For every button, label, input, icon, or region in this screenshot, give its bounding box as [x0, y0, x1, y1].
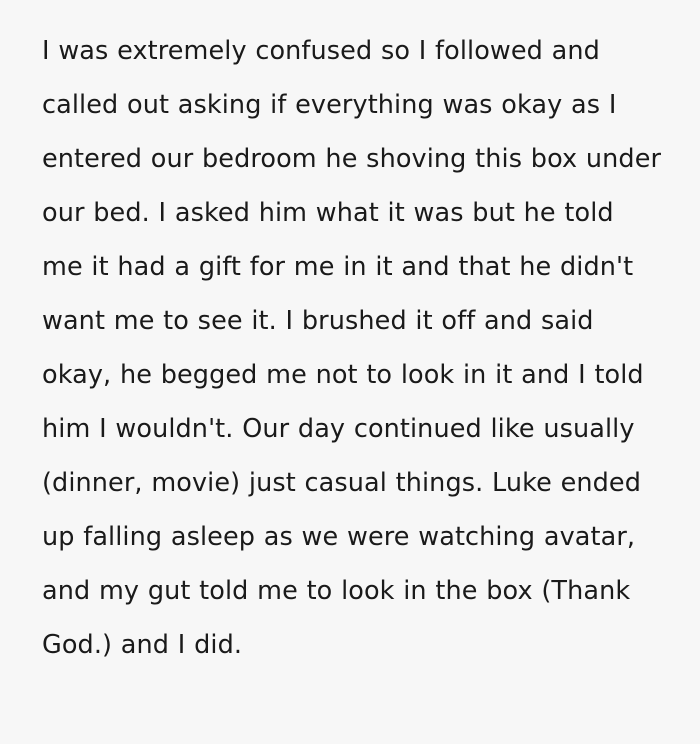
story-paragraph: I was extremely confused so I followed and called out asking if everything was okay as I entered our bedroom he shoving this box under our bed. I asked him what it was but he told me it had a gift for me in it and that he didn't want me to see it. I brushed it off and said okay, he begged me not to look in it and I told him I wouldn't. Our day continued like usually (dinner, movie) just casual things. Luke ended up falling asleep as we were watching avatar, and my gut told me to look in the box (Thank God.) and I did.: [42, 36, 670, 660]
